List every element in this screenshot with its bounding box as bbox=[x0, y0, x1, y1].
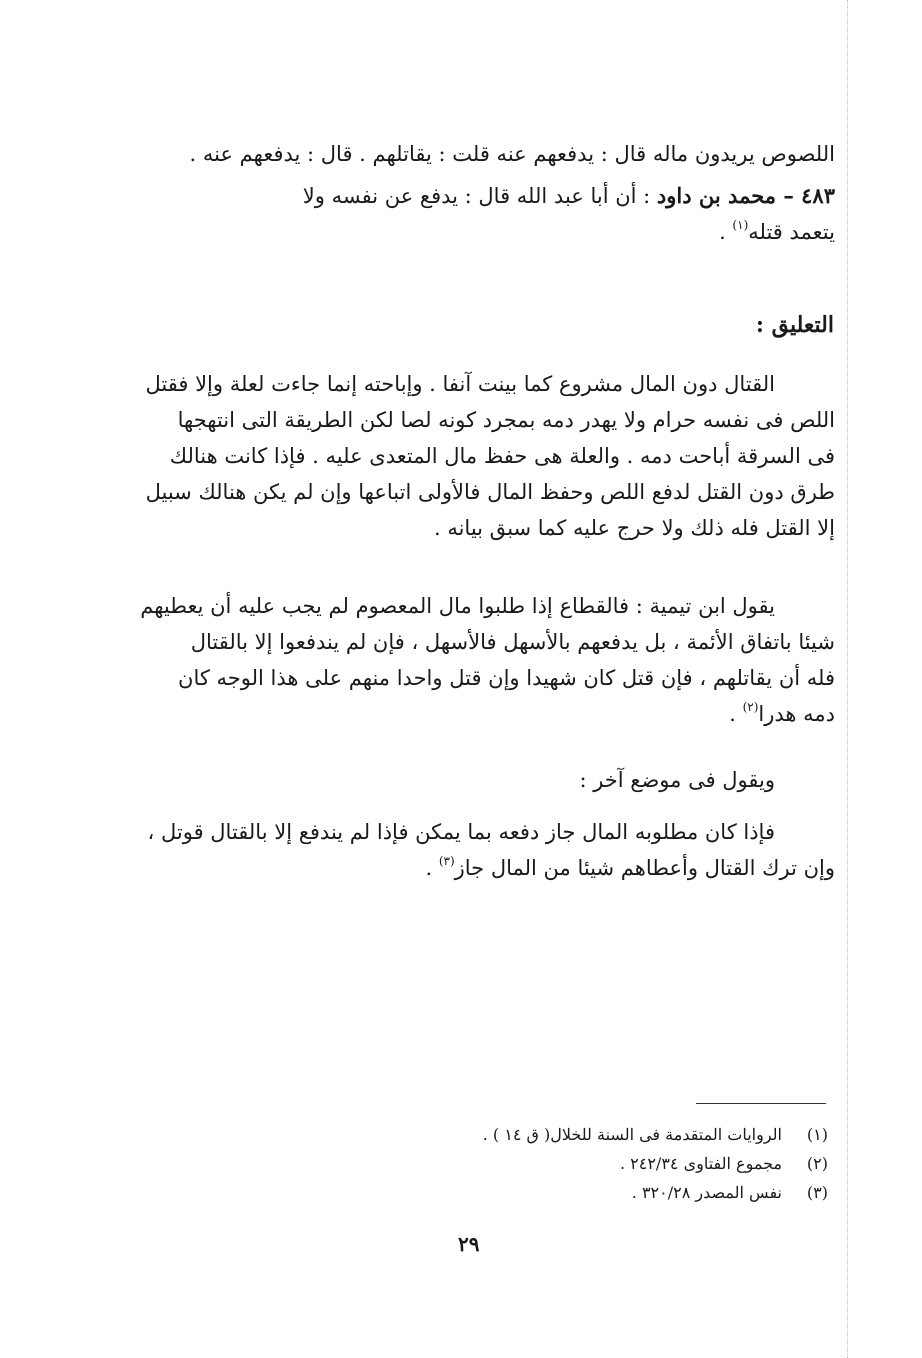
paragraph-line: يقول ابن تيمية : فالقطاع إذا طلبوا مال المعصوم لم يجب عليه أن يعطيهم bbox=[140, 594, 775, 618]
paragraph-line: القتال دون المال مشروع كما بينت آنفا . وإباحته إنما جاءت لعلة وإلا فقتل bbox=[145, 372, 775, 396]
paragraph-line: فله أن يقاتلهم ، فإن قتل كان شهيدا وإن قتل واحدا منهم على هذا الوجه كان bbox=[178, 666, 835, 690]
narration-483-end-line bbox=[135, 214, 835, 250]
paragraph-last-line bbox=[135, 696, 835, 732]
commentary-paragraph-1 bbox=[135, 366, 835, 546]
narration-text: : أن أبا عبد الله قال : يدفع عن نفسه ولا bbox=[302, 184, 657, 208]
footnote-separator bbox=[696, 1103, 826, 1104]
footnote-number: (٣) bbox=[806, 1183, 828, 1202]
paragraph-line: شيئا باتفاق الأئمة ، بل يدفعهم بالأسهل فالأسهل ، فإن لم يندفعوا إلا بالقتال bbox=[190, 630, 835, 654]
paragraph-last-line bbox=[135, 850, 835, 886]
paragraph-punct: . bbox=[729, 702, 743, 726]
narration-end-text: يتعمد قتله bbox=[748, 220, 835, 244]
footnote-ref-3: (٣) bbox=[438, 854, 455, 868]
paragraph-line: إلا القتل فله ذلك ولا حرج عليه كما سبق بيانه . bbox=[433, 516, 835, 540]
paragraph-punct: . bbox=[425, 856, 439, 880]
commentary-paragraph-4 bbox=[135, 814, 835, 886]
page-number: ٢٩ bbox=[458, 1232, 480, 1256]
footnote-number: (٢) bbox=[806, 1154, 828, 1173]
footnote-text: نفس المصدر ٣٢٠/٢٨ . bbox=[631, 1183, 782, 1202]
paragraph-line: اللص فى نفسه حرام ولا يهدر دمه بمجرد كونه لصا لكن الطريقة التى انتهجها bbox=[177, 408, 835, 432]
paragraph-line: فى السرقة أباحت دمه . والعلة هى حفظ مال المتعدى عليه . فإذا كانت هنالك bbox=[169, 444, 835, 468]
footnote-item bbox=[483, 1120, 828, 1149]
footnote-ref-2: (٢) bbox=[742, 700, 759, 714]
narration-number-and-narrator: ٤٨٣ – محمد بن داود bbox=[656, 183, 835, 208]
paragraph-line: فإذا كان مطلوبه المال جاز دفعه بما يمكن فإذا لم يندفع إلا بالقتال قوتل ، bbox=[147, 820, 775, 844]
narration-block bbox=[135, 136, 835, 250]
footnote-ref-1: (١) bbox=[732, 218, 749, 232]
paragraph-text: وإن ترك القتال وأعطاهم شيئا من المال جاز bbox=[454, 856, 835, 880]
narration-end-punct: . bbox=[719, 220, 733, 244]
footnotes bbox=[483, 1120, 828, 1207]
paragraph-text: دمه هدرا bbox=[758, 702, 835, 726]
commentary-heading: التعليق : bbox=[755, 312, 834, 338]
footnote-number: (١) bbox=[806, 1125, 828, 1144]
commentary-paragraph-2 bbox=[135, 588, 835, 732]
paragraph-line: طرق دون القتل لدفع اللص وحفظ المال فالأولى اتباعها وإن لم يكن هنالك سبيل bbox=[145, 480, 835, 504]
footnote-item bbox=[483, 1149, 828, 1178]
footnote-text: الروايات المتقدمة فى السنة للخلال( ق ١٤ ) . bbox=[482, 1125, 782, 1144]
narration-483-line bbox=[135, 178, 835, 214]
paragraph-line: ويقول فى موضع آخر : bbox=[579, 768, 775, 792]
footnote-text: مجموع الفتاوى ٢٤٢/٣٤ . bbox=[619, 1154, 782, 1173]
scan-edge-line bbox=[847, 0, 848, 1358]
footnote-item bbox=[483, 1178, 828, 1207]
continuation-line: اللصوص يريدون ماله قال : يدفعهم عنه قلت : يقاتلهم . قال : يدفعهم عنه . bbox=[189, 142, 835, 166]
commentary-paragraph-3 bbox=[135, 762, 835, 798]
